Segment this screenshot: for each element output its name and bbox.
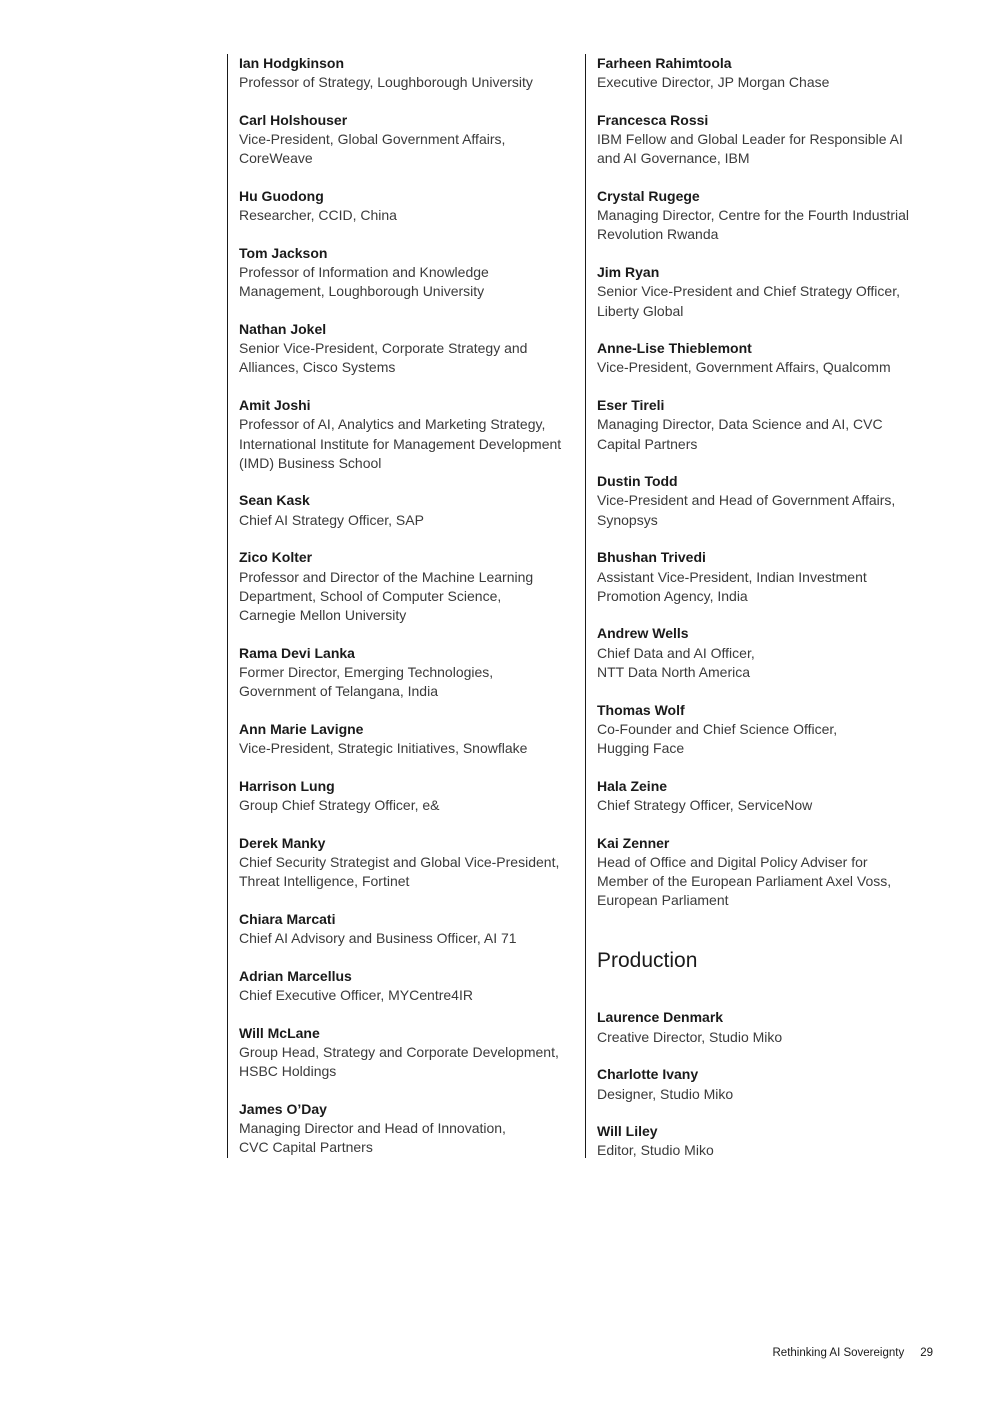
contributor-name: Tom Jackson bbox=[239, 244, 328, 261]
contributor-entry bbox=[597, 54, 930, 92]
footer-document-title: Rethinking AI Sovereignty bbox=[772, 1347, 905, 1359]
contributor-role: Vice-President, Government Affairs, Qualcomm bbox=[597, 359, 891, 376]
contributor-name: Derek Manky bbox=[239, 834, 326, 851]
contributor-name: Hala Zeine bbox=[597, 777, 668, 794]
contributor-name: Francesca Rossi bbox=[597, 111, 709, 128]
contributor-name: Kai Zenner bbox=[597, 834, 670, 851]
contributor-name: Sean Kask bbox=[239, 492, 310, 509]
contributor-role: Professor of Information and Knowledge Management, Loughborough University bbox=[239, 264, 489, 300]
contributor-entry bbox=[597, 777, 930, 815]
production-role: Designer, Studio Miko bbox=[597, 1085, 734, 1102]
production-name: Charlotte Ivany bbox=[597, 1066, 699, 1083]
contributor-role: IBM Fellow and Global Leader for Responsible AI and AI Governance, IBM bbox=[597, 131, 903, 167]
contributor-role: Chief Strategy Officer, ServiceNow bbox=[597, 796, 813, 813]
contributor-entry bbox=[597, 624, 930, 682]
contributor-role: Assistant Vice-President, Indian Investment Promotion Agency, India bbox=[597, 568, 867, 604]
contributor-name: Ian Hodgkinson bbox=[239, 55, 344, 71]
contributor-entry bbox=[597, 187, 930, 245]
contributor-entry bbox=[239, 720, 572, 758]
contributor-entry bbox=[239, 548, 572, 625]
contributor-role: Head of Office and Digital Policy Adviser for Member of the European Parliament Axel Voss, European Parliament bbox=[597, 853, 892, 909]
contributor-role: Researcher, CCID, China bbox=[239, 207, 397, 224]
right-contributor-column bbox=[585, 54, 930, 1158]
contributor-name: Carl Holshouser bbox=[239, 111, 348, 128]
contributor-name: Chiara Marcati bbox=[239, 910, 336, 927]
contributor-role: Professor of AI, Analytics and Marketing Strategy, International Institute for Management Development (IMD) Business School bbox=[239, 416, 562, 471]
contributor-role: Professor of Strategy, Loughborough University bbox=[239, 74, 533, 91]
contributor-entry bbox=[597, 396, 930, 454]
contributor-role: Group Chief Strategy Officer, e& bbox=[239, 796, 440, 813]
contributor-name: Rama Devi Lanka bbox=[239, 644, 355, 661]
contributor-entry bbox=[239, 320, 572, 378]
contributor-role: Senior Vice-President and Chief Strategy Officer, Liberty Global bbox=[597, 283, 900, 319]
page-number: 29 bbox=[920, 1347, 933, 1359]
contributor-name: Nathan Jokel bbox=[239, 321, 327, 338]
contributor-name: Jim Ryan bbox=[597, 264, 660, 281]
contributor-role: Vice-President, Strategic Initiatives, Snowflake bbox=[239, 739, 528, 756]
production-role: Editor, Studio Miko bbox=[597, 1142, 714, 1159]
contributor-role: Managing Director, Centre for the Fourth Industrial Revolution Rwanda bbox=[597, 207, 910, 243]
contributor-entry bbox=[597, 548, 930, 606]
contributor-name: Ann Marie Lavigne bbox=[239, 720, 364, 737]
contributor-entry bbox=[597, 701, 930, 759]
contributor-entry bbox=[239, 396, 572, 473]
contributor-entry bbox=[239, 777, 572, 815]
contributor-entry bbox=[597, 263, 930, 321]
contributor-name: Crystal Rugege bbox=[597, 188, 700, 205]
contributor-role: Vice-President, Global Government Affairs, CoreWeave bbox=[239, 131, 506, 167]
contributor-role: Chief AI Strategy Officer, SAP bbox=[239, 511, 424, 528]
contributor-role: Chief Executive Officer, MYCentre4IR bbox=[239, 986, 473, 1003]
contributor-entry bbox=[597, 834, 930, 911]
contributor-entry bbox=[239, 644, 572, 702]
contributor-name: Adrian Marcellus bbox=[239, 967, 352, 984]
contributor-name: Anne-Lise Thieblemont bbox=[597, 340, 752, 357]
contributor-name: Hu Guodong bbox=[239, 188, 324, 205]
production-entry bbox=[597, 1008, 930, 1046]
contributor-entry bbox=[239, 187, 572, 225]
contributor-entry bbox=[239, 910, 572, 948]
production-entry bbox=[597, 1122, 930, 1160]
contributor-entry bbox=[239, 111, 572, 169]
contributor-entry bbox=[239, 834, 572, 892]
production-role: Creative Director, Studio Miko bbox=[597, 1028, 783, 1045]
contributor-role: Chief AI Advisory and Business Officer, AI 71 bbox=[239, 929, 517, 946]
contributor-name: Amit Joshi bbox=[239, 397, 311, 414]
contributor-role: Senior Vice-President, Corporate Strategy and Alliances, Cisco Systems bbox=[239, 340, 528, 376]
page-footer bbox=[773, 1347, 934, 1359]
contributor-entry bbox=[239, 491, 572, 529]
contributor-role: Group Head, Strategy and Corporate Development, HSBC Holdings bbox=[239, 1043, 559, 1079]
contributor-role: Former Director, Emerging Technologies, Government of Telangana, India bbox=[239, 663, 494, 700]
contributor-entry bbox=[239, 1024, 572, 1082]
contributor-role: Executive Director, JP Morgan Chase bbox=[597, 74, 830, 91]
production-name: Will Liley bbox=[597, 1123, 658, 1140]
contributor-name: Thomas Wolf bbox=[597, 701, 685, 718]
contributor-name: Farheen Rahimtoola bbox=[597, 55, 732, 71]
contributor-entry bbox=[239, 967, 572, 1005]
contributor-entry bbox=[597, 111, 930, 169]
contributor-entry bbox=[239, 54, 572, 92]
left-contributor-column bbox=[227, 54, 572, 1158]
contributor-name: Bhushan Trivedi bbox=[597, 549, 706, 566]
contributor-name: Dustin Todd bbox=[597, 473, 678, 490]
contributor-role: Chief Data and AI Officer, NTT Data North America bbox=[597, 644, 755, 680]
contributor-name: Eser Tireli bbox=[597, 397, 665, 414]
production-entry bbox=[597, 1065, 930, 1103]
contributor-role: Co-Founder and Chief Science Officer, Hugging Face bbox=[597, 720, 838, 756]
contributor-role: Vice-President and Head of Government Affairs, Synopsys bbox=[597, 492, 896, 528]
contributor-name: Will McLane bbox=[239, 1024, 320, 1041]
contributor-entry bbox=[239, 244, 572, 302]
contributor-role: Managing Director and Head of Innovation, CVC Capital Partners bbox=[239, 1119, 506, 1156]
contributor-entry bbox=[239, 1100, 572, 1158]
contributor-role: Professor and Director of the Machine Learning Department, School of Computer Science, Carnegie Mellon University bbox=[239, 568, 534, 623]
contributor-role: Chief Security Strategist and Global Vice-President, Threat Intelligence, Fortinet bbox=[239, 853, 560, 889]
contributor-name: Zico Kolter bbox=[239, 549, 313, 566]
contributor-name: Andrew Wells bbox=[597, 625, 689, 642]
contributor-name: Harrison Lung bbox=[239, 777, 335, 794]
contributor-role: Managing Director, Data Science and AI, CVC Capital Partners bbox=[597, 416, 883, 452]
contributor-name: James O’Day bbox=[239, 1100, 327, 1117]
contributor-entry bbox=[597, 339, 930, 377]
contributor-entry bbox=[597, 472, 930, 530]
production-name: Laurence Denmark bbox=[597, 1009, 724, 1026]
production-section-title: Production bbox=[597, 949, 698, 973]
